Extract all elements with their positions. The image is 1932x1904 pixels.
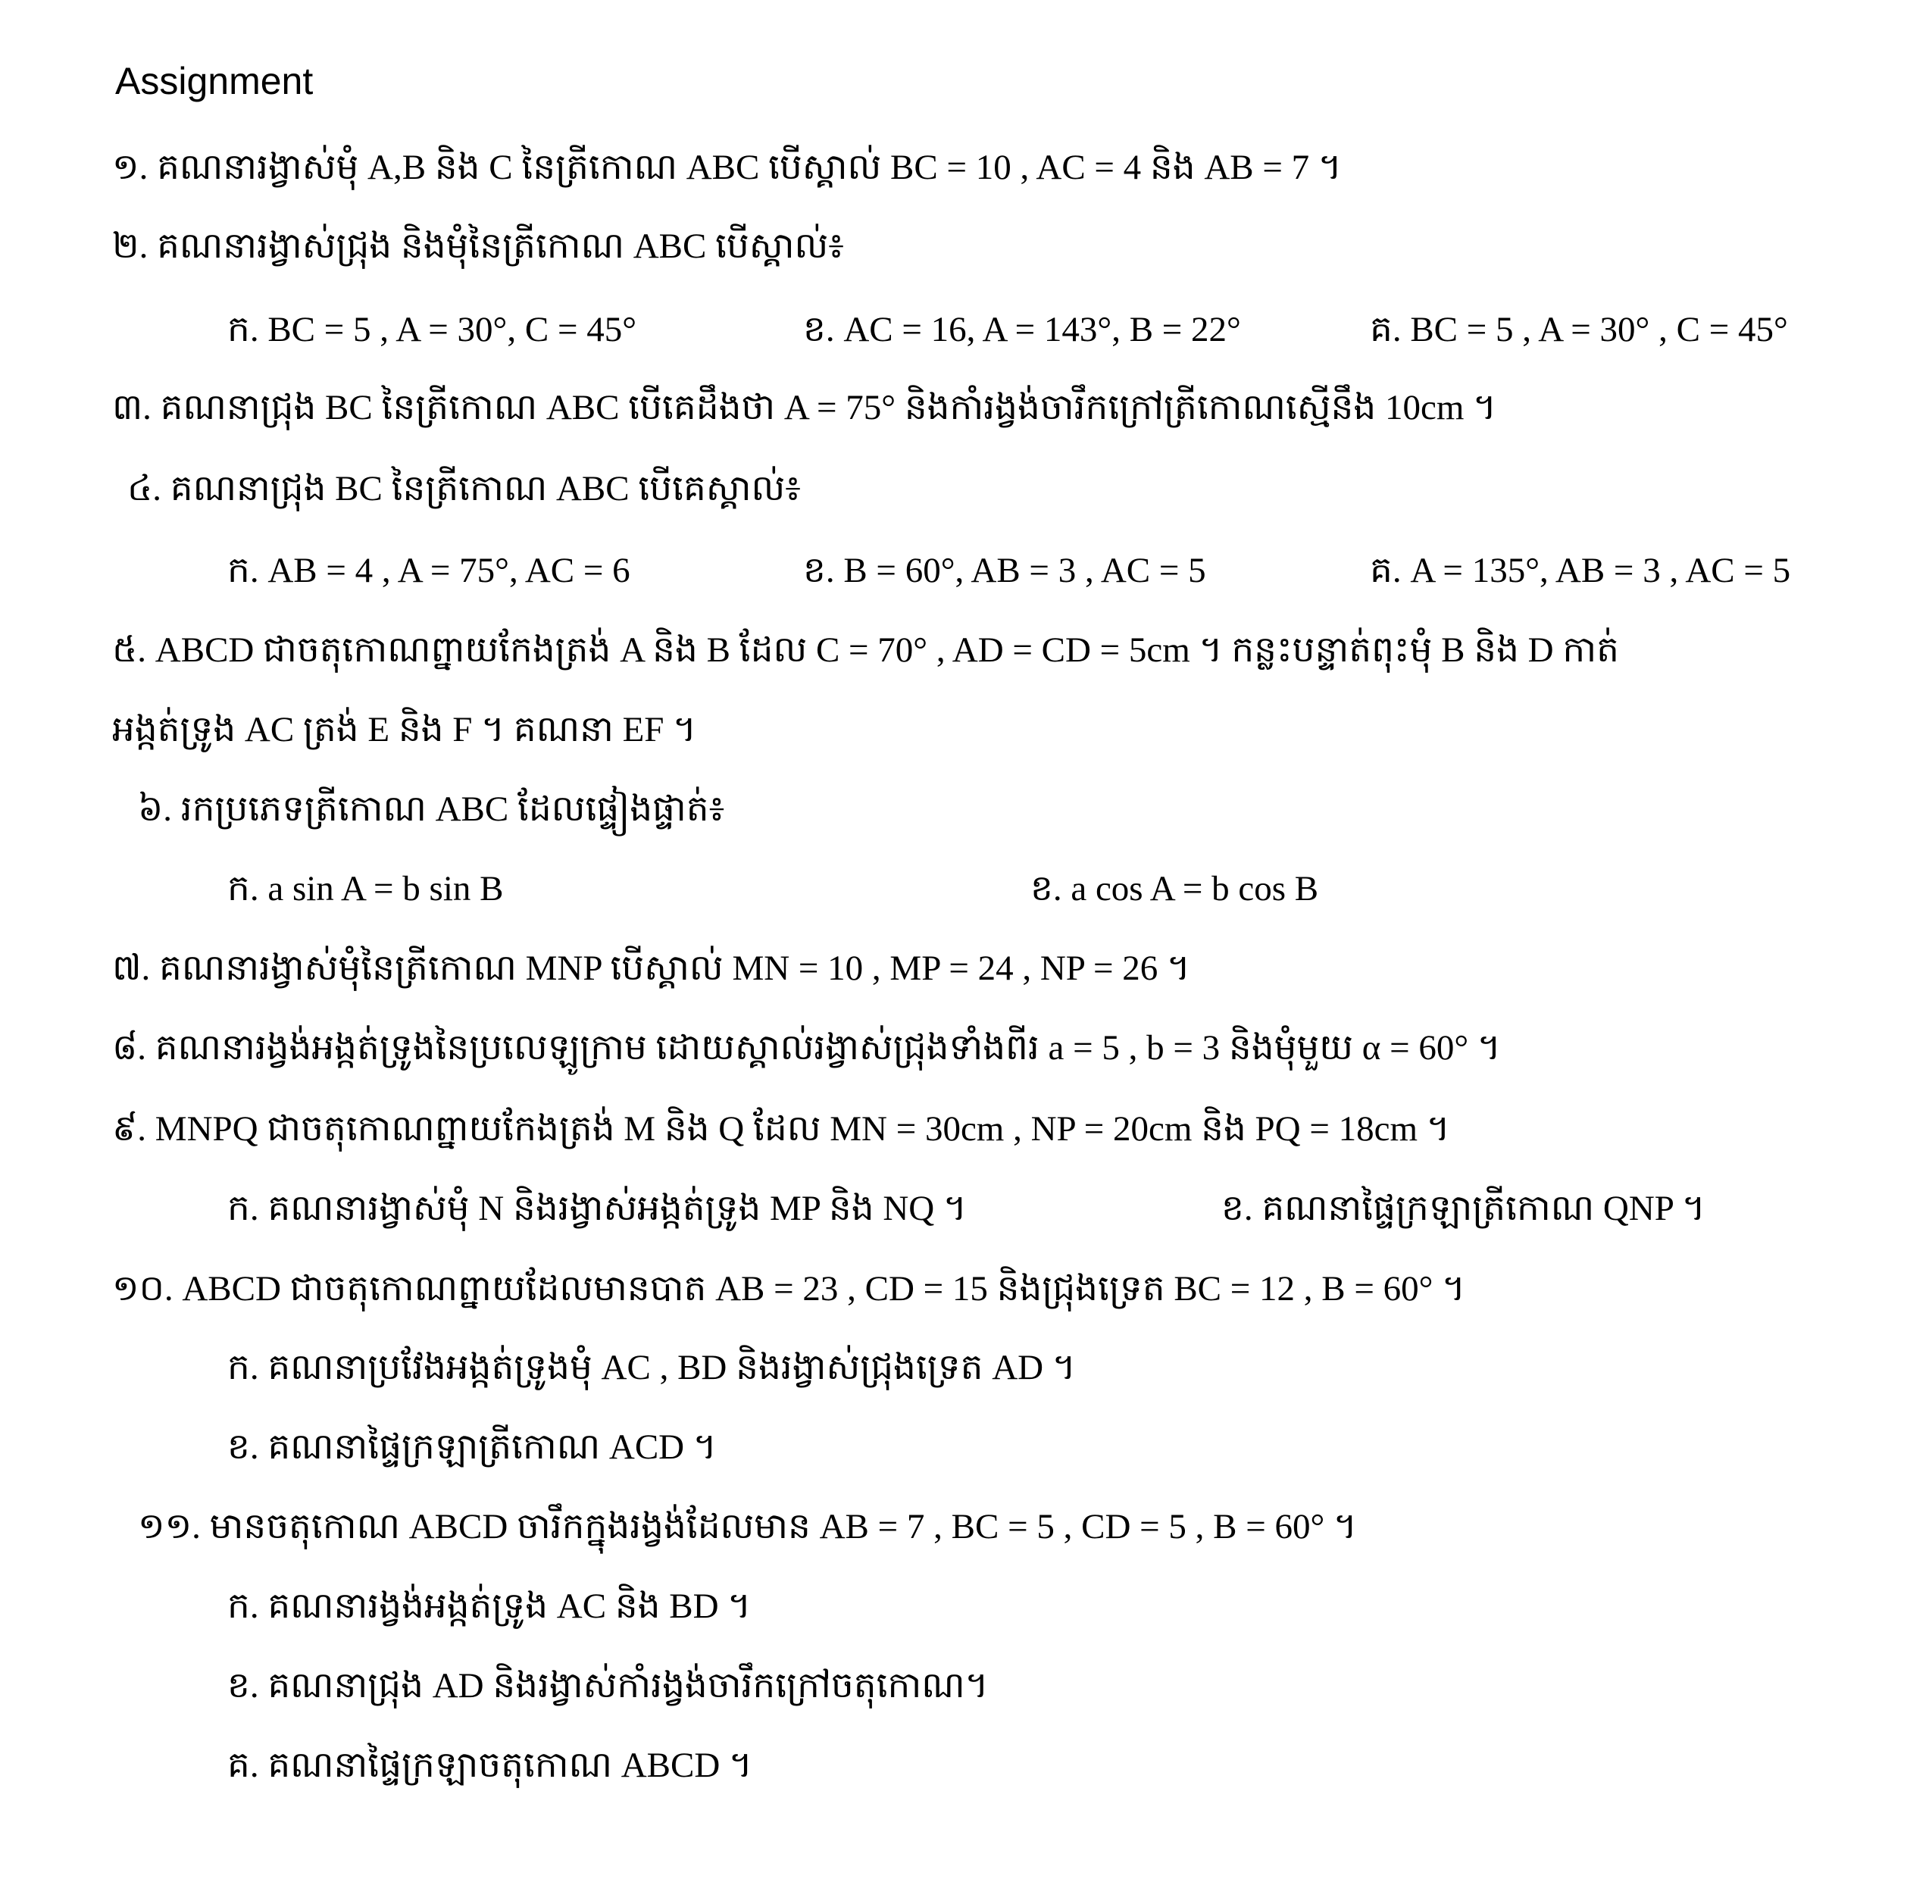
exercise-line: គ. គណនាផ្ទៃក្រឡាចតុកោណ ABCD ។ <box>227 1746 753 1785</box>
exercise-line: អង្កត់ទ្រូង AC ត្រង់ E និង F ។ គណនា EF ។ <box>112 710 697 749</box>
exercise-line: ខ. គណនាជ្រុង AD និងរង្វាស់កាំរង្វង់ចារឹកក្រៅចតុកោណ។ <box>227 1666 989 1705</box>
exercise-line: ៧. គណនារង្វាស់មុំនៃត្រីកោណ MNP បើស្គាល់ MN = 10 , MP = 24 , NP = 26 ។ <box>112 949 1190 988</box>
sub-question: ខ. B = 60°, AB = 3 , AC = 5 <box>803 551 1206 590</box>
sub-question: ក. BC = 5 , A = 30°, C = 45° <box>227 310 636 349</box>
exercise-line: ៩. MNPQ ជាចតុកោណព្នាយកែងត្រង់ M និង Q ដែល MN = 30cm , NP = 20cm និង PQ = 18cm ។ <box>112 1109 1450 1149</box>
sub-question: ខ. គណនាផ្ទៃក្រឡាត្រីកោណ QNP ។ <box>1221 1189 1705 1228</box>
exercise-line: ១១. មានចតុកោណ ABCD ចារឹកក្នុងរង្វង់ដែលមាន AB = 7 , BC = 5 , CD = 5 , B = 60° ។ <box>138 1507 1358 1546</box>
sub-question: ខ. AC = 16, A = 143°, B = 22° <box>803 310 1241 349</box>
exercise-line: ២. គណនារង្វាស់ជ្រុង និងមុំនៃត្រីកោណ ABC បើស្គាល់៖ <box>112 227 844 266</box>
page-title: Assignment <box>115 60 314 102</box>
exercise-line: ក. គណនាប្រវែងអង្កត់ទ្រូងមុំ AC , BD និងរង្វាស់ជ្រុងទ្រេត AD ។ <box>227 1348 1076 1387</box>
exercise-line: ៦. រកប្រភេទត្រីកោណ ABC ដែលផ្ទៀងផ្ទាត់៖ <box>138 789 725 829</box>
exercise-line: ៥. ABCD ជាចតុកោណព្នាយកែងត្រង់ A និង B ដែល C = 70° , AD = CD = 5cm ។ កន្លះបន្ទាត់ពុះមុំ B និង D កាត់ <box>112 630 1619 670</box>
sub-question: គ. BC = 5 , A = 30° , C = 45° <box>1370 310 1788 349</box>
exercise-line <box>227 553 1894 599</box>
exercise-line: ខ. គណនាផ្ទៃក្រឡាត្រីកោណ ACD ។ <box>227 1427 717 1467</box>
sub-question: ខ. a cos A = b cos B <box>1030 869 1319 908</box>
exercise-line <box>227 871 1894 917</box>
exercise-line: ៤. គណនាជ្រុង BC នៃត្រីកោណ ABC បើគេស្គាល់៖ <box>127 469 801 508</box>
sub-question: ក. a sin A = b sin B <box>227 869 504 908</box>
exercise-line: ៣. គណនាជ្រុង BC នៃត្រីកោណ ABC បើគេដឹងថា A = 75° និងកាំរង្វង់ចារឹកក្រៅត្រីកោណស្មើនឹង 10cm ។ <box>112 388 1497 427</box>
sub-question: គ. A = 135°, AB = 3 , AC = 5 <box>1370 551 1791 590</box>
sub-question: ក. គណនារង្វាស់មុំ N និងរង្វាស់អង្កត់ទ្រូង MP និង NQ ។ <box>227 1189 967 1228</box>
sub-question: ក. AB = 4 , A = 75°, AC = 6 <box>227 551 630 590</box>
exercise-line: ១. គណនារង្វាស់មុំ A,B និង C នៃត្រីកោណ ABC បើស្គាល់ BC = 10 , AC = 4 និង AB = 7 ។ <box>112 148 1342 187</box>
exercise-line: ១០. ABCD ជាចតុកោណព្នាយដែលមានបាត AB = 23 , CD = 15 និងជ្រុងទ្រេត BC = 12 , B = 60° ។ <box>112 1269 1466 1308</box>
exercise-line <box>227 312 1894 358</box>
exercise-line: ក. គណនារង្វង់អង្កត់ទ្រូង AC និង BD ។ <box>227 1587 752 1626</box>
exercise-line <box>227 1191 1894 1237</box>
exercise-line: ៨. គណនារង្វង់អង្កត់ទ្រូងនៃប្រលេឡូក្រាម ដោយស្គាល់រង្វាស់ជ្រុងទាំងពីរ a = 5 , b = 3 និងមុំមួយ α = 60° ។ <box>112 1028 1501 1068</box>
